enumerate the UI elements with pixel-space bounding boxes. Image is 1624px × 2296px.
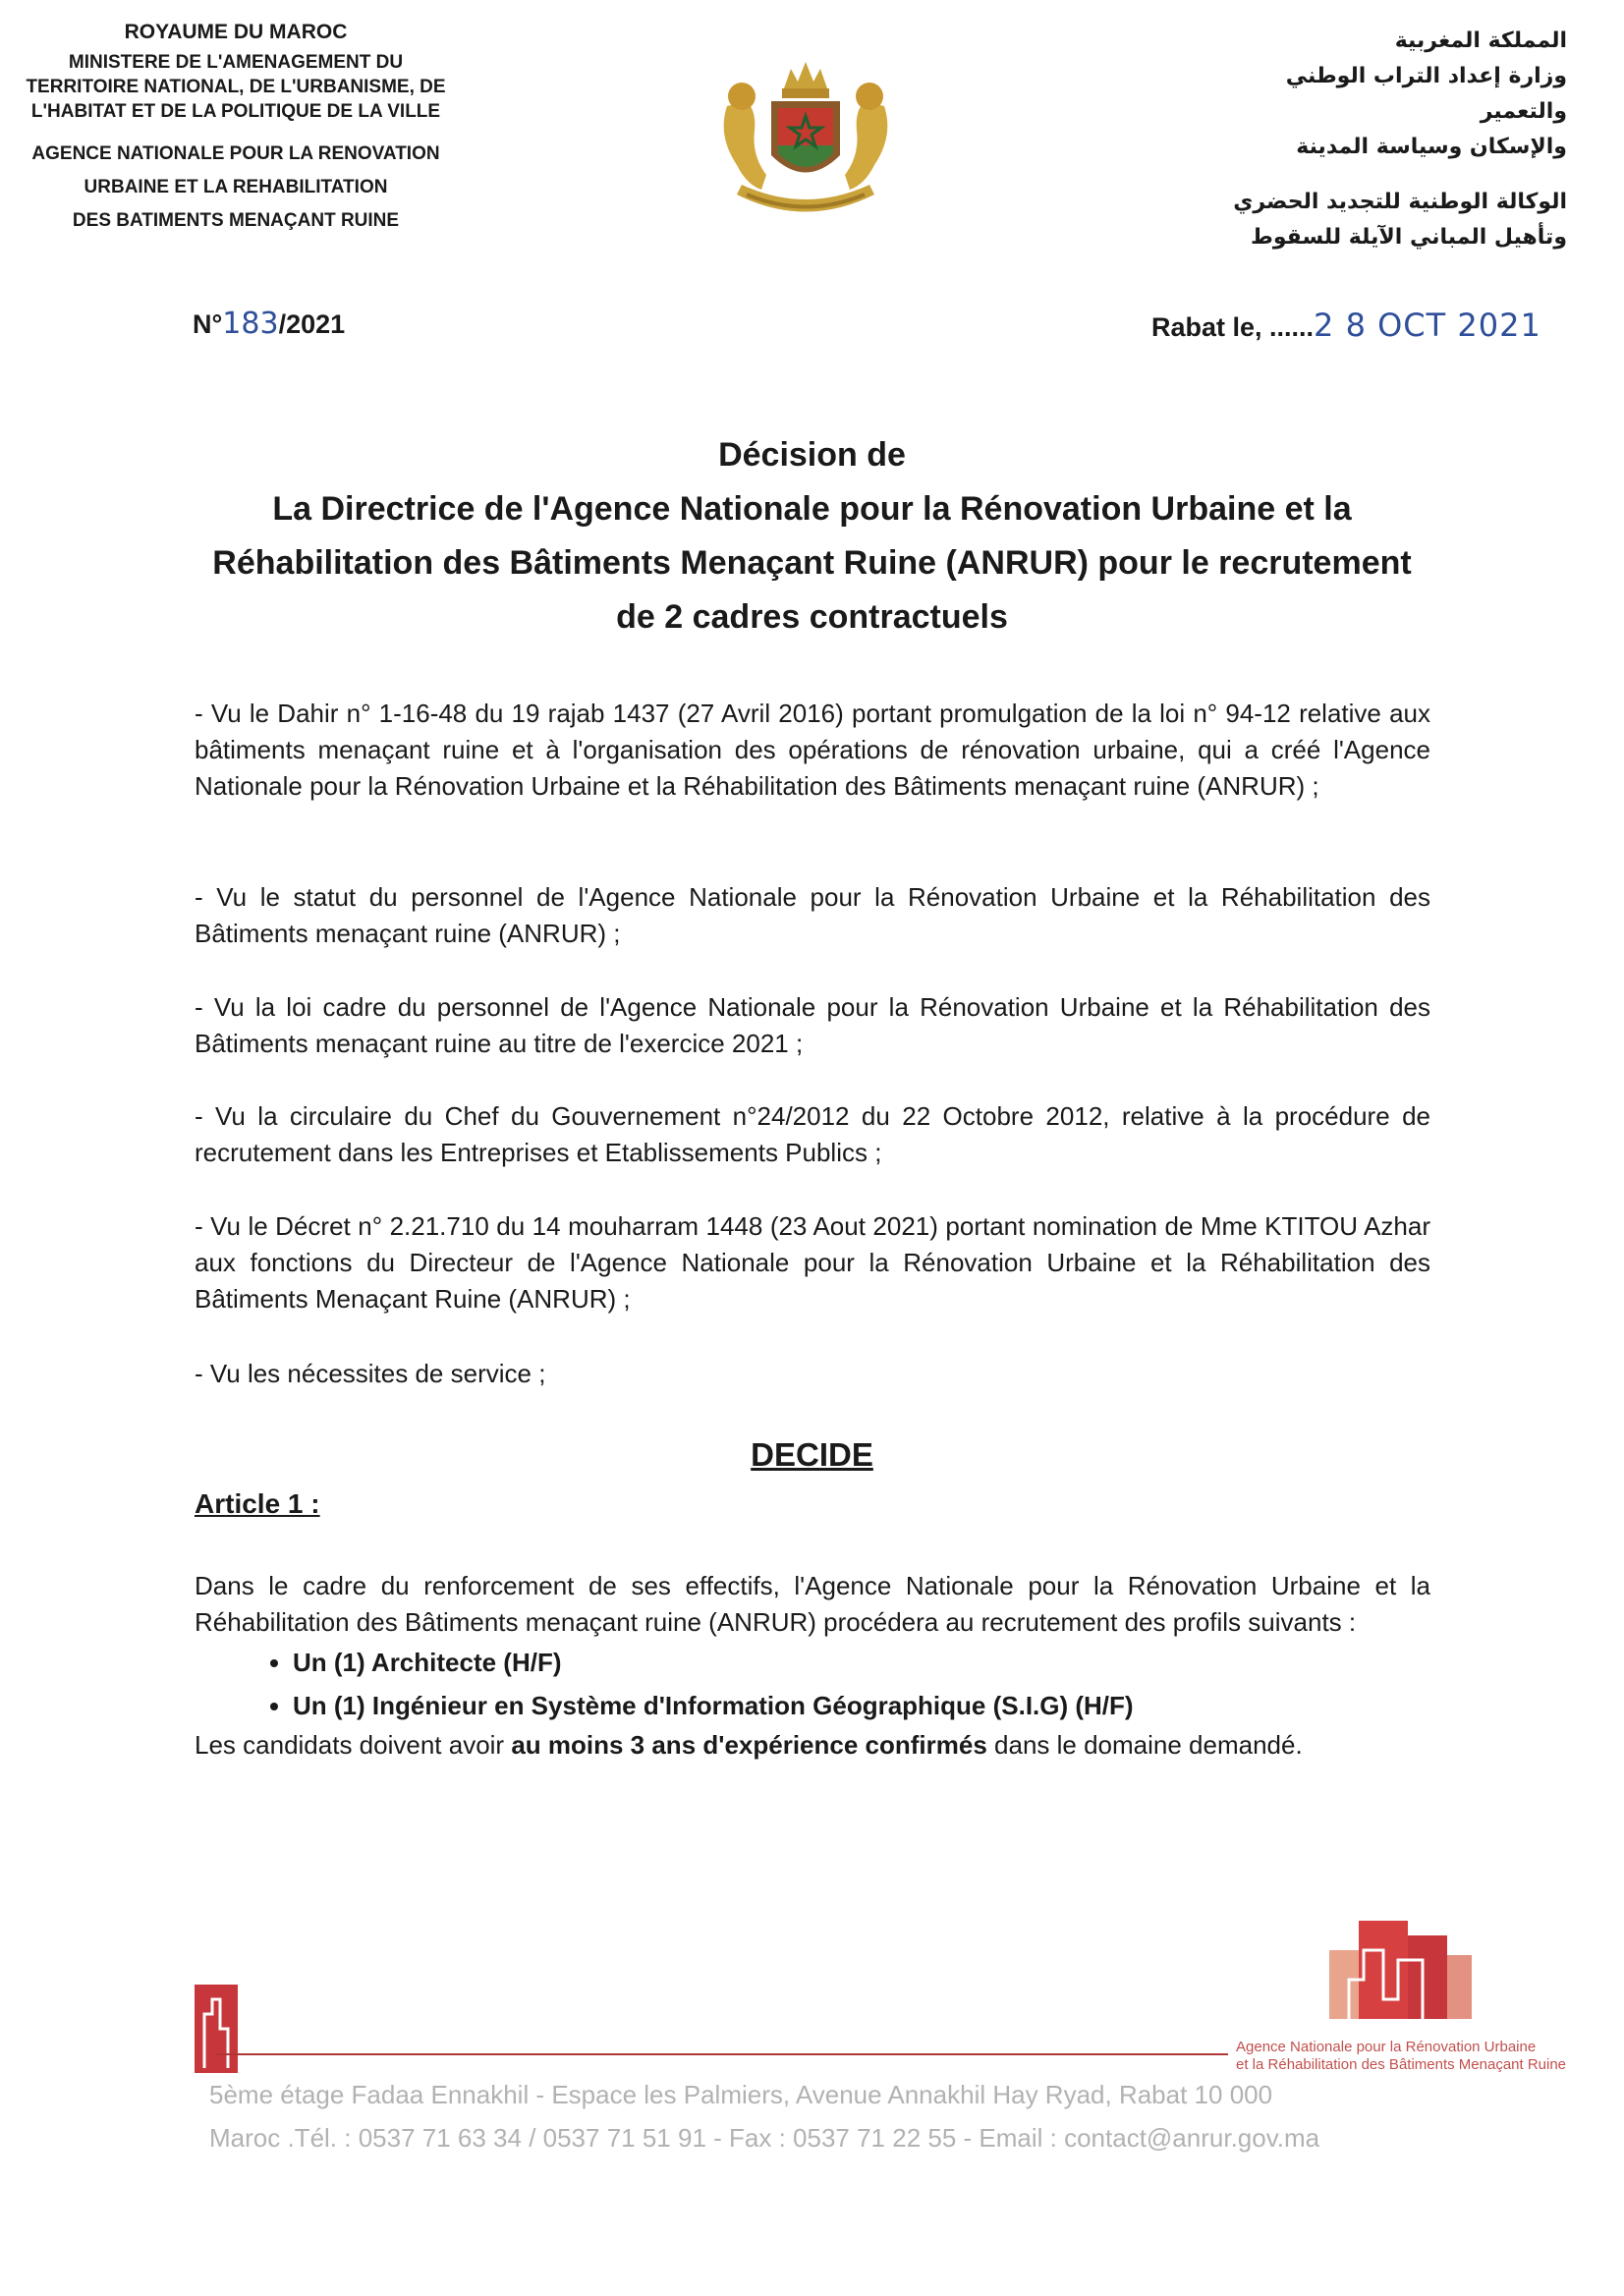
- experience-requirement: [195, 1727, 1430, 1764]
- decision-number: [193, 307, 345, 341]
- agency-logo-small-icon: [195, 1975, 242, 2073]
- agency-line: DES BATIMENTS MENAÇANT RUINE: [72, 210, 400, 231]
- ministry-line: TERRITOIRE NATIONAL, DE L'URBANISME, DE: [26, 77, 446, 97]
- article-heading: Article 1 :: [195, 1488, 320, 1519]
- kingdom-name: ROYAUME DU MAROC: [124, 21, 348, 43]
- footer-divider: [216, 2053, 1228, 2055]
- coat-of-arms-icon: [707, 47, 904, 234]
- handwritten-number: 183: [222, 307, 279, 341]
- decision-date: [1151, 307, 1541, 344]
- footer-phone-email: Maroc .Tél. : 0537 71 63 34 / 0537 71 51 91 - Fax : 0537 71 22 55 - Email : contact@anrur.gov.ma: [209, 2123, 1320, 2153]
- agency-line: AGENCE NATIONALE POUR LA RENOVATION: [31, 143, 440, 164]
- header-left: [20, 20, 452, 238]
- profiles-list: [195, 1641, 1430, 1727]
- consideration-paragraph: - Vu le statut du personnel de l'Agence Nationale pour la Rénovation Urbaine et la Réhabilitation des Bâtiments menaçant ruine (ANRUR) ;: [195, 882, 1430, 948]
- requirement-text: Les candidats doivent avoir: [195, 1730, 512, 1760]
- number-prefix: N°: [193, 309, 223, 339]
- ministry-line-ar: وزارة إعداد التراب الوطني والتعمير: [1285, 64, 1567, 124]
- footer-agency-name: [1236, 2039, 1566, 2074]
- stamped-date: 2 8 OCT 2021: [1314, 307, 1541, 344]
- consideration-paragraph: - Vu le Dahir n° 1-16-48 du 19 rajab 1437 (27 Avril 2016) portant promulgation de la loi n° 94-12 relative aux bâtiments menaçant ruine et à l'organisation des opérations de rénovation urbaine, qui a créé l'Agence Nationale pour la Rénovation Urbaine et la Réhabilitation des Bâtiments menaçant ruine (ANRUR) ;: [195, 699, 1430, 801]
- footer-agency-line: et la Réhabilitation des Bâtiments Menaçant Ruine: [1236, 2056, 1567, 2073]
- decision-title: [157, 428, 1467, 644]
- decide-heading: DECIDE: [751, 1436, 873, 1473]
- title-line: Réhabilitation des Bâtiments Menaçant Ruine (ANRUR) pour le recrutement: [212, 544, 1412, 582]
- header-right: [1194, 24, 1567, 255]
- footer-address: 5ème étage Fadaa Ennakhil - Espace les Palmiers, Avenue Annakhil Hay Ryad, Rabat 10 000: [209, 2080, 1273, 2109]
- date-prefix: Rabat le, ......: [1151, 312, 1315, 342]
- footer-agency-line: Agence Nationale pour la Rénovation Urbaine: [1236, 2039, 1537, 2055]
- article-body: [195, 1568, 1430, 1764]
- agency-line-ar: وتأهيل المباني الآيلة للسقوط: [1251, 225, 1567, 250]
- requirement-emphasis: au moins 3 ans d'expérience confirmés: [511, 1730, 987, 1760]
- consideration-paragraph: - Vu la circulaire du Chef du Gouvernement n°24/2012 du 22 Octobre 2012, relative à la procédure de recrutement dans les Entreprises et Etablissements Publics ;: [195, 1101, 1430, 1167]
- number-suffix: /2021: [278, 309, 346, 339]
- profile-item: • Un (1) Ingénieur en Système d'Information Géographique (S.I.G) (H/F): [293, 1684, 1430, 1727]
- title-line: La Directrice de l'Agence Nationale pour la Rénovation Urbaine et la: [272, 490, 1352, 528]
- article-intro: Dans le cadre du renforcement de ses effectifs, l'Agence Nationale pour la Rénovation Urbaine et la Réhabilitation des Bâtiments menaçant ruine (ANRUR) procédera au recrutement des profils suivants :: [195, 1571, 1430, 1637]
- consideration-paragraph: - Vu le Décret n° 2.21.710 du 14 mouharram 1448 (23 Aout 2021) portant nomination de Mme KTITOU Azhar aux fonctions du Directeur de l'Agence Nationale pour la Rénovation Urbaine et la Réhabilitation des Bâtiments Menaçant Ruine (ANRUR) ;: [195, 1211, 1430, 1314]
- title-line: de 2 cadres contractuels: [616, 598, 1008, 636]
- consideration-paragraph: - Vu la loi cadre du personnel de l'Agence Nationale pour la Rénovation Urbaine et la Réhabilitation des Bâtiments menaçant ruine au titre de l'exercice 2021 ;: [195, 992, 1430, 1058]
- ministry-line: L'HABITAT ET DE LA POLITIQUE DE LA VILLE: [30, 101, 441, 122]
- kingdom-name-ar: المملكة المغربية: [1394, 28, 1567, 53]
- profile-item: • Un (1) Architecte (H/F): [293, 1641, 1430, 1684]
- agency-logo-icon: [1329, 1911, 1477, 2029]
- agency-line: URBAINE ET LA REHABILITATION: [84, 177, 388, 197]
- consideration-paragraph: - Vu les nécessites de service ;: [195, 1359, 546, 1388]
- ministry-line-ar: والإسكان وسياسة المدينة: [1296, 135, 1567, 159]
- ministry-line: MINISTERE DE L'AMENAGEMENT DU: [68, 52, 404, 73]
- requirement-text: dans le domaine demandé.: [986, 1730, 1303, 1760]
- agency-line-ar: الوكالة الوطنية للتجديد الحضري: [1233, 190, 1567, 214]
- footer-contact: [209, 2073, 1319, 2159]
- title-line: Décision de: [718, 436, 906, 474]
